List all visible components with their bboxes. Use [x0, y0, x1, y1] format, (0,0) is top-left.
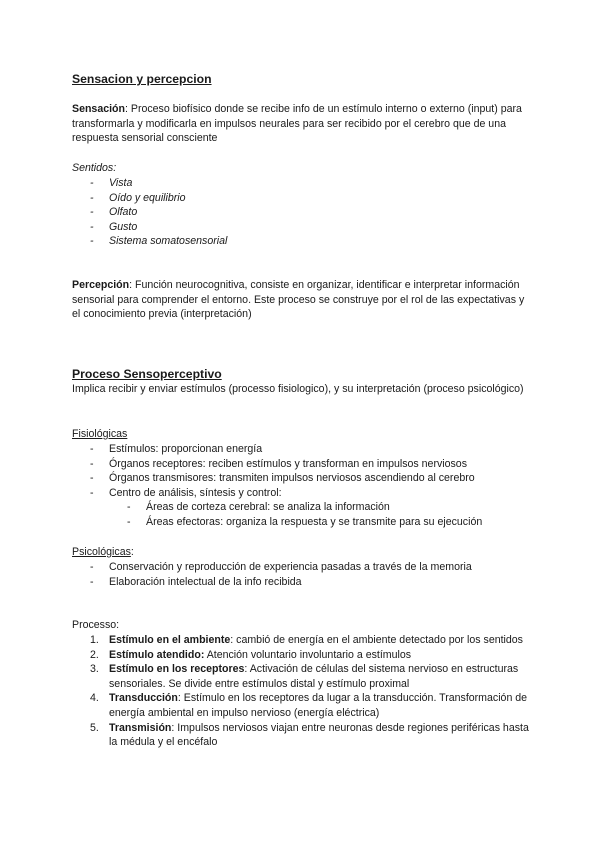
list-item: - Elaboración intelectual de la info recibida: [72, 575, 532, 590]
percepcion-term: Percepción: [72, 279, 130, 291]
list-item: - Órganos receptores: reciben estímulos y transforman en impulsos nerviosos: [72, 457, 532, 472]
sensacion-paragraph: [72, 102, 532, 146]
list-item: 5. Transmisión: Impulsos nerviosos viajan entre neuronas desde regiones periféricas hasta la médula y el encéfalo: [90, 721, 529, 749]
psicologicas-label: Psicológicas:: [72, 546, 134, 558]
list-item: 1. Estímulo en el ambiente: cambió de energía en el ambiente detectado por los sentidos: [90, 634, 523, 646]
fisiologicas-list: [72, 442, 532, 500]
list-item: - Órganos transmisores: transmiten impulsos nerviosos ascendiendo al cerebro: [72, 471, 532, 486]
list-item: - Sistema somatosensorial: [72, 234, 532, 249]
sensacion-text: : Proceso biofísico donde se recibe info de un estímulo interno o externo (input) para transformarla y modificarla en impulsos neurales para ser recibido por el cerebro que de una respuesta sensorial consciente: [72, 103, 522, 145]
list-item: 2. Estímulo atendido: Atención voluntario involuntario a estímulos: [90, 648, 412, 661]
fisiologicas-label: Fisiológicas: [72, 428, 128, 440]
list-item: 4. Transducción: Estímulo en los receptores da lugar a la transducción. Transformación de energía ambiental en impulso nervioso (energía eléctrica): [90, 692, 528, 719]
list-item: - Centro de análisis, síntesis y control:: [72, 486, 532, 501]
list-item: - Áreas efectoras: organiza la respuesta y se transmite para su ejecución: [109, 515, 529, 530]
percepcion-text: : Función neurocognitiva, consiste en organizar, identificar e interpretar información sensorial para comprender el entorno. Este proceso se construye por el rol de las expectativas y el conocimiento previa (interpretación): [72, 279, 525, 321]
list-item: - Áreas de corteza cerebral: se analiza la información: [109, 500, 529, 515]
list-item: - Gusto: [72, 220, 532, 235]
list-item: 3. Estímulo en los receptores: Activación de células del sistema nervioso en estructuras sensoriales. Se divide entre estímulos distal y estímulo proximal: [90, 663, 519, 690]
list-item: - Estímulos: proporcionan energía: [72, 442, 532, 457]
list-item: - Vista: [72, 176, 532, 191]
section-title-sensacion: Sensacion y percepcion: [72, 72, 212, 86]
list-item: - Conservación y reproducción de experiencia pasadas a través de la memoria: [72, 560, 532, 575]
sensacion-term: Sensación: [72, 103, 125, 115]
sentidos-list: [72, 176, 532, 249]
processo-label: Processo:: [72, 619, 120, 631]
sentidos-label: Sentidos:: [72, 162, 117, 174]
psicologicas-list: [72, 560, 532, 589]
proceso-intro: Implica recibir y enviar estímulos (processo fisiologico), y su interpretación (proceso psicológico): [72, 383, 524, 395]
list-item: - Olfato: [72, 205, 532, 220]
fisiologicas-sublist: [109, 500, 529, 529]
list-item: - Oído y equilibrio: [72, 191, 532, 206]
percepcion-paragraph: [72, 278, 532, 322]
processo-list: [72, 633, 532, 750]
section-title-proceso: Proceso Sensoperceptivo: [72, 367, 222, 381]
